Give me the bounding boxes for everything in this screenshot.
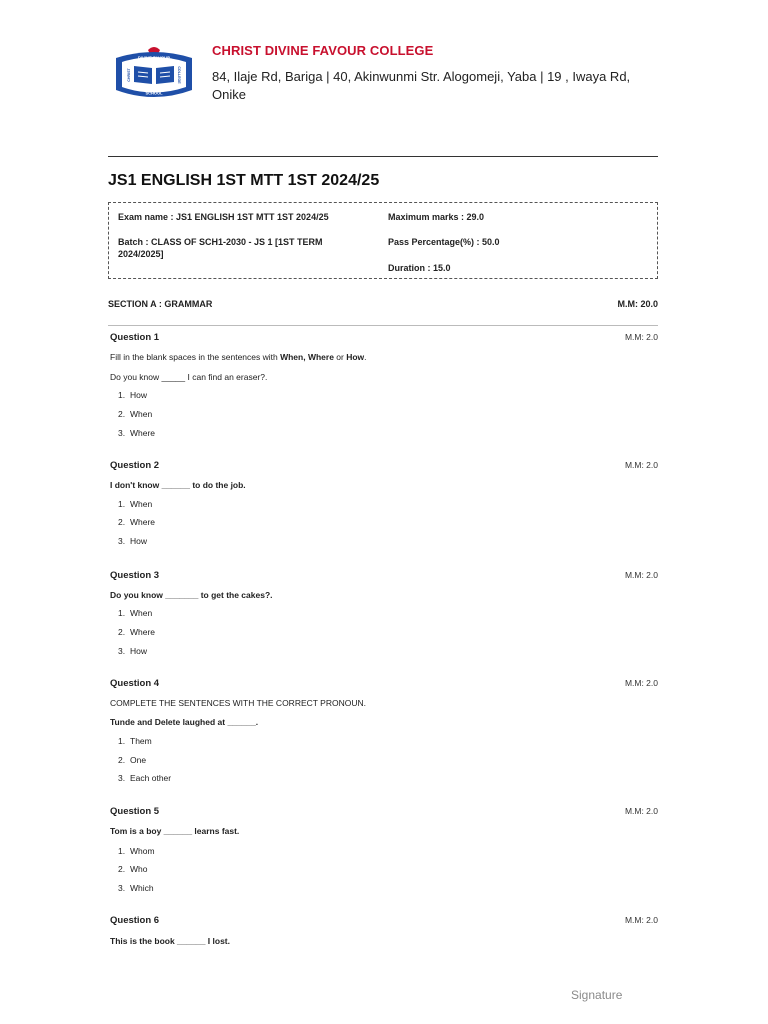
option-item: 1. When — [118, 608, 153, 618]
option-item: 3. Each other — [118, 773, 172, 783]
question-max-marks: M.M: 2.0 — [624, 460, 658, 470]
question-title: Question 2 — [110, 460, 160, 471]
batch-line-2: 2024/2025] — [118, 249, 164, 259]
svg-text:SCHOOL: SCHOOL — [145, 90, 163, 96]
option-item: 3. How — [118, 646, 148, 656]
header-divider — [108, 156, 658, 157]
question-title: Question 3 — [110, 570, 160, 581]
exam-title: JS1 ENGLISH 1ST MTT 1ST 2024/25 — [108, 172, 380, 189]
option-item: 1. Them — [118, 736, 152, 746]
section-title: SECTION A : GRAMMAR — [108, 299, 213, 309]
question-prompt: Do you know _____ I can find an eraser?. — [110, 372, 268, 382]
option-item: 1. Whom — [118, 846, 155, 856]
signature-label: Signature — [571, 988, 623, 1002]
question-instruction: COMPLETE THE SENTENCES WITH THE CORRECT PRONOUN. — [110, 698, 366, 708]
maximum-marks: Maximum marks : 29.0 — [388, 212, 485, 222]
exam-info-box — [108, 202, 658, 279]
question-prompt: Do you know _______ to get the cakes?. — [110, 590, 273, 600]
question-prompt: Tom is a boy ______ learns fast. — [110, 826, 240, 836]
svg-text:COLLEGE: COLLEGE — [177, 66, 181, 84]
question-prompt: I don't know ______ to do the job. — [110, 480, 246, 490]
section-max-marks: M.M: 20.0 — [617, 299, 658, 309]
question-prompt: This is the book ______ I lost. — [110, 936, 230, 946]
option-item: 1. How — [118, 390, 148, 400]
question-max-marks: M.M: 2.0 — [624, 806, 658, 816]
option-item: 2. Who — [118, 864, 148, 874]
section-divider — [108, 325, 658, 326]
question-prompt: Tunde and Delete laughed at ______. — [110, 717, 259, 727]
option-item: 2. When — [118, 409, 153, 419]
svg-text:DIVINE FAVOUR: DIVINE FAVOUR — [137, 55, 171, 61]
question-title: Question 4 — [110, 678, 160, 689]
option-item: 2. One — [118, 755, 147, 765]
question-max-marks: M.M: 2.0 — [624, 915, 658, 925]
college-name: CHRIST DIVINE FAVOUR COLLEGE — [212, 43, 434, 58]
question-instruction: Fill in the blank spaces in the sentences with When, Where or How. — [110, 352, 367, 362]
question-max-marks: M.M: 2.0 — [624, 678, 658, 688]
option-item: 3. Which — [118, 883, 154, 893]
header — [108, 40, 658, 120]
pass-percentage: Pass Percentage(%) : 50.0 — [388, 237, 500, 247]
question-title: Question 5 — [110, 806, 160, 817]
question-max-marks: M.M: 2.0 — [624, 332, 658, 342]
duration: Duration : 15.0 — [388, 263, 451, 273]
question-title: Question 6 — [110, 915, 160, 926]
svg-text:CHRIST: CHRIST — [127, 68, 131, 82]
option-item: 3. How — [118, 536, 148, 546]
college-address: 84, Ilaje Rd, Bariga | 40, Akinwunmi Str. Alogomeji, Yaba | 19 , Iwaya Rd, Onike — [212, 69, 631, 102]
exam-name: Exam name : JS1 ENGLISH 1ST MTT 1ST 2024/25 — [118, 212, 329, 222]
option-item: 3. Where — [118, 428, 156, 438]
option-item: 1. When — [118, 499, 153, 509]
question-max-marks: M.M: 2.0 — [624, 570, 658, 580]
option-item: 2. Where — [118, 517, 156, 527]
college-logo — [108, 44, 200, 104]
batch-line-1: Batch : CLASS OF SCH1-2030 - JS 1 [1ST TERM — [118, 237, 323, 247]
question-title: Question 1 — [110, 332, 160, 343]
option-item: 2. Where — [118, 627, 156, 637]
